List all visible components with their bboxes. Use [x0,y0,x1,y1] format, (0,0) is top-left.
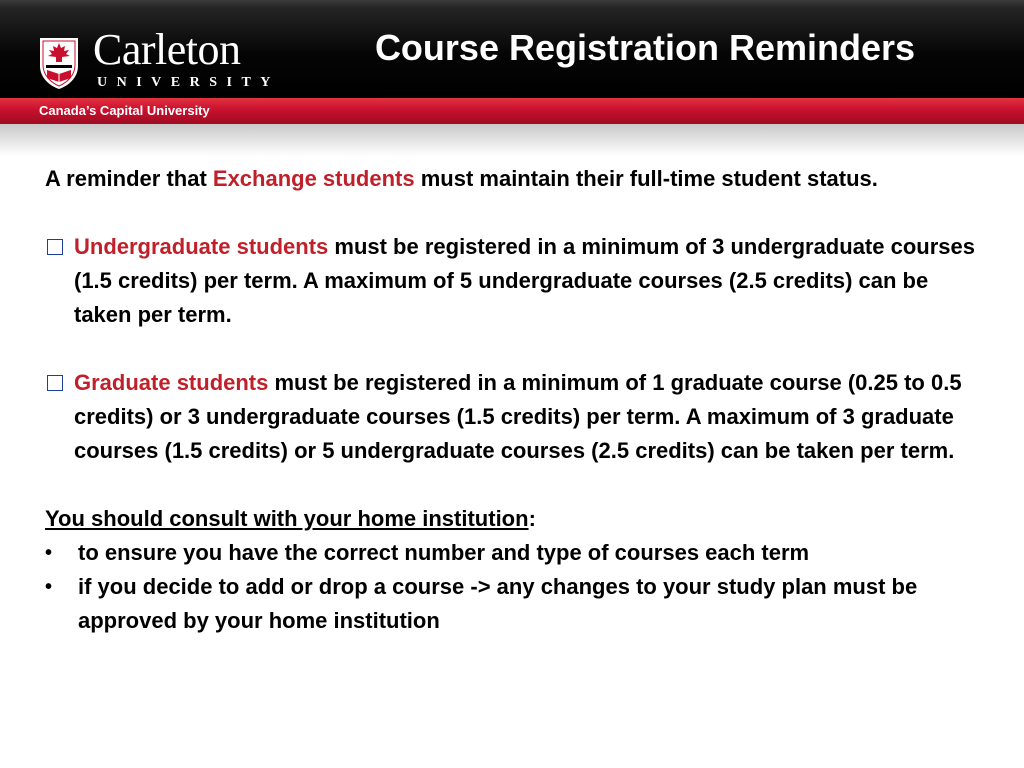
item-highlight: Undergraduate students [74,234,329,259]
checklist-item-graduate [45,366,990,468]
carleton-crest-icon [38,36,80,90]
intro-text-after: must maintain their full-time student status. [414,166,878,191]
intro-text-before: A reminder that [45,166,213,191]
consult-colon: : [528,506,536,531]
item-highlight: Graduate students [74,370,269,395]
logo-wordmark: Carleton [93,25,241,74]
logo-university-label: UNIVERSITY [97,75,280,90]
consult-underlined-text: You should consult with your home institution [45,506,529,531]
header-highlight [0,0,1024,8]
slide-title: Course Registration Reminders [374,27,916,68]
consult-heading [45,502,990,536]
slide-header [0,0,1024,98]
list-item [45,570,990,638]
item-text: must be registered in a minimum of 1 graduate course (0.25 to 0.5 credits) or 3 undergraduate courses (1.5 credits) per term. A maximum of 3 graduate courses (1.5 credits) or 5 undergraduate courses (2.5 credits) can be taken per term. [74,370,962,463]
bullet-list [45,536,990,638]
checkbox-icon [47,375,63,391]
list-item-text: to ensure you have the correct number and type of courses each term [78,540,810,565]
checklist-item-undergraduate [45,230,990,332]
bullet-icon: • [45,576,53,598]
intro-paragraph [45,162,990,196]
list-item-text: if you decide to add or drop a course -> any changes to your study plan must be approved by your home institution [78,574,918,633]
checkbox-icon [47,239,63,255]
tagline: Canada’s Capital University [39,103,210,118]
intro-highlight: Exchange students [212,166,415,191]
slide-body [45,162,990,638]
item-text: must be registered in a minimum of 3 undergraduate courses (1.5 credits) per term. A maximum of 5 undergraduate courses (2.5 credits) can be taken per term. [74,234,975,327]
list-item [45,536,990,570]
header-fade [0,124,1024,156]
bullet-icon: • [45,542,53,564]
